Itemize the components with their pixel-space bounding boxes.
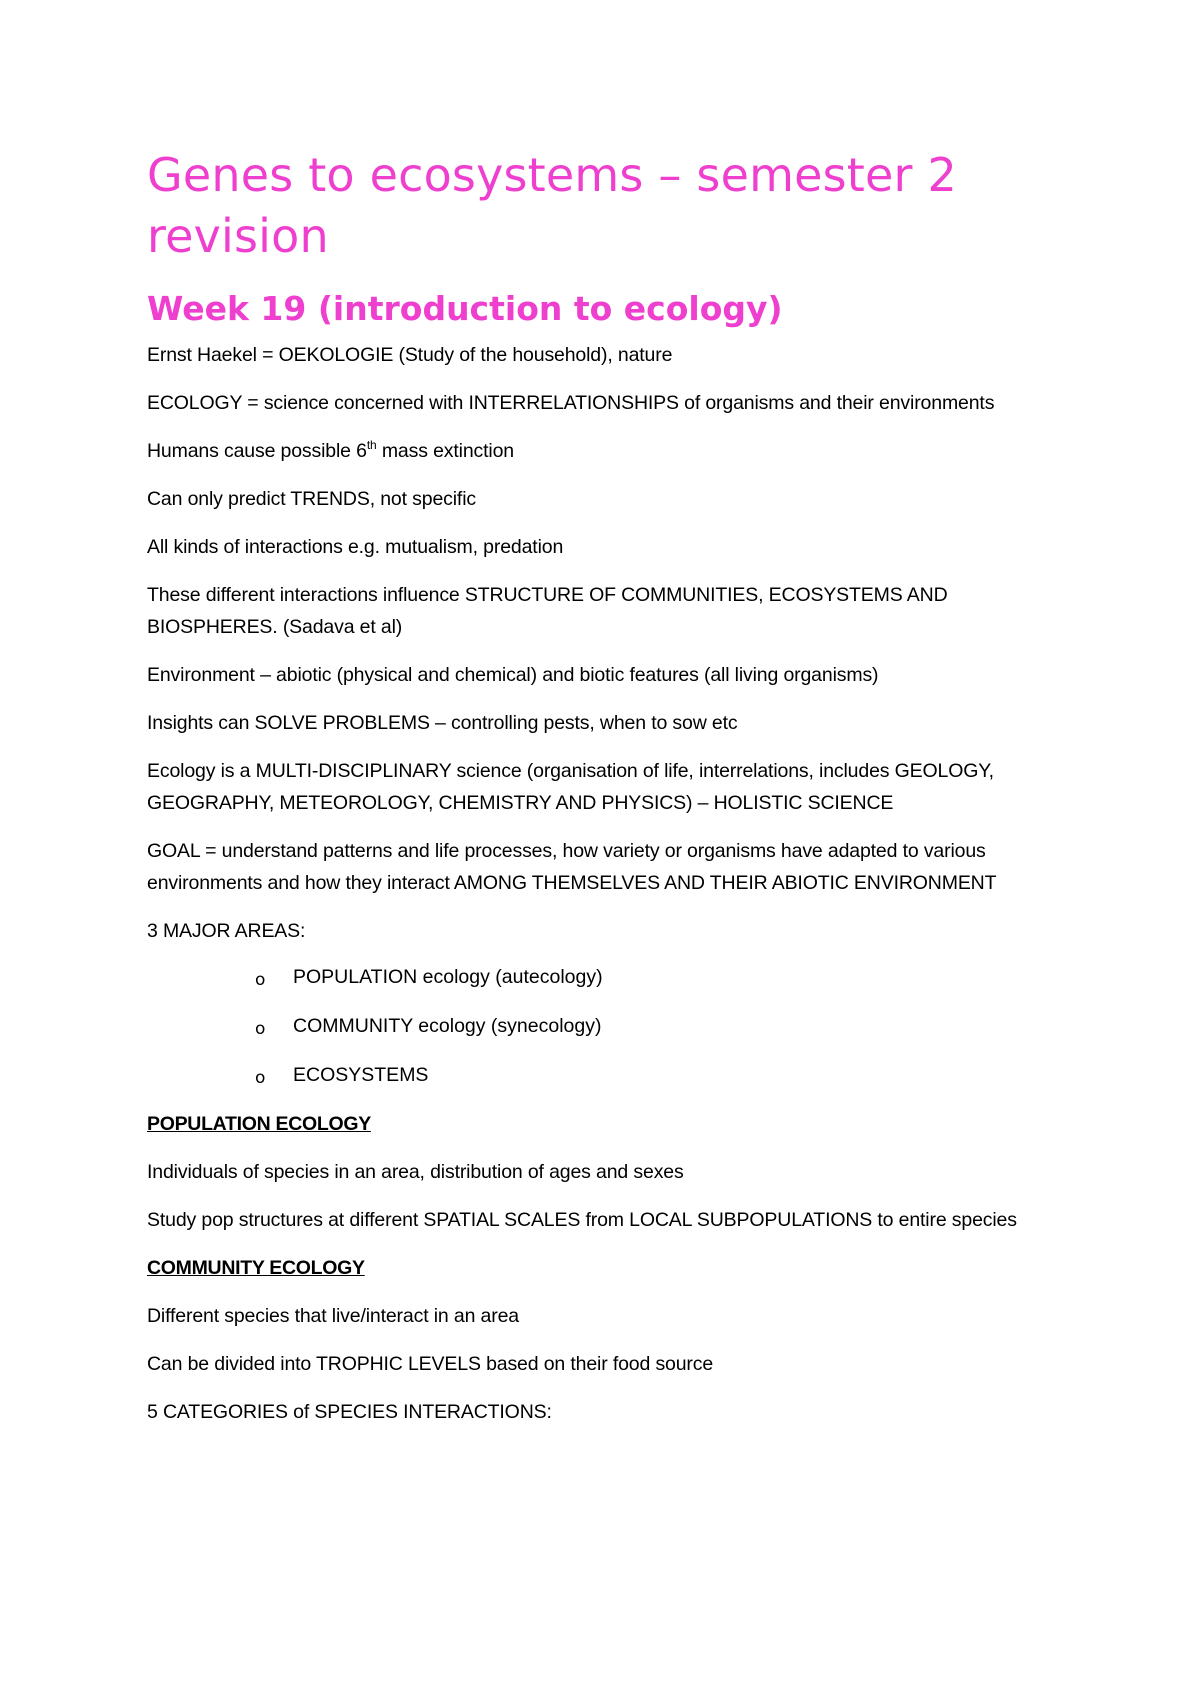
paragraph-goal: GOAL = understand patterns and life processes, how variety or organisms have adapted to various environments and how they interact AMONG THEMSELVES AND THEIR ABIOTIC ENVIRONMENT: [147, 840, 997, 894]
paragraph-interactions: All kinds of interactions e.g. mutualism, predation: [147, 536, 564, 558]
major-areas-list: [147, 961, 1047, 1091]
paragraph-structure: These different interactions influence STRUCTURE OF COMMUNITIES, ECOSYSTEMS AND BIOSPHERES. (Sadava et al): [147, 584, 948, 638]
bullet-icon: o: [255, 1068, 266, 1088]
paragraph-major-areas: 3 MAJOR AREAS:: [147, 920, 306, 942]
extinction-superscript: th: [366, 438, 377, 452]
list-item: [147, 1010, 1047, 1042]
paragraph-community-species: Different species that live/interact in an area: [147, 1305, 519, 1327]
paragraph-population-structures: Study pop structures at different SPATIAL SCALES from LOCAL SUBPOPULATIONS to entire species: [147, 1209, 1017, 1231]
document-title: Genes to ecosystems – semester 2 revision: [147, 148, 957, 263]
paragraph-population-individuals: Individuals of species in an area, distribution of ages and sexes: [147, 1161, 684, 1183]
list-item: [147, 961, 1047, 993]
list-item-text: ECOSYSTEMS: [293, 1064, 429, 1086]
document-page: [147, 145, 1047, 1444]
paragraph-trends: Can only predict TRENDS, not specific: [147, 488, 476, 510]
extinction-text-end: mass extinction: [376, 440, 514, 462]
extinction-text-start: Humans cause possible 6: [147, 440, 367, 462]
list-item: [147, 1059, 1047, 1091]
paragraph-trophic-levels: Can be divided into TROPHIC LEVELS based on their food source: [147, 1353, 714, 1375]
community-ecology-heading: COMMUNITY ECOLOGY: [147, 1257, 365, 1279]
week-heading: Week 19 (introduction to ecology): [147, 289, 783, 328]
paragraph-ecology-definition: ECOLOGY = science concerned with INTERRELATIONSHIPS of organisms and their environments: [147, 392, 995, 414]
paragraph-interaction-categories: 5 CATEGORIES of SPECIES INTERACTIONS:: [147, 1401, 552, 1423]
list-item-text: POPULATION ecology (autecology): [293, 966, 603, 988]
paragraph-mass-extinction: [147, 435, 1047, 467]
bullet-icon: o: [255, 1019, 266, 1039]
bullet-icon: o: [255, 970, 266, 990]
paragraph-multidisciplinary: Ecology is a MULTI-DISCIPLINARY science (organisation of life, interrelations, includes GEOLOGY, GEOGRAPHY, METEOROLOGY, CHEMISTRY AND PHYSICS) – HOLISTIC SCIENCE: [147, 760, 994, 814]
list-item-text: COMMUNITY ecology (synecology): [293, 1015, 602, 1037]
paragraph-environment: Environment – abiotic (physical and chemical) and biotic features (all living organisms): [147, 664, 879, 686]
paragraph-haekel: Ernst Haekel = OEKOLOGIE (Study of the household), nature: [147, 344, 673, 366]
paragraph-insights: Insights can SOLVE PROBLEMS – controlling pests, when to sow etc: [147, 712, 738, 734]
population-ecology-heading: POPULATION ECOLOGY: [147, 1113, 371, 1135]
